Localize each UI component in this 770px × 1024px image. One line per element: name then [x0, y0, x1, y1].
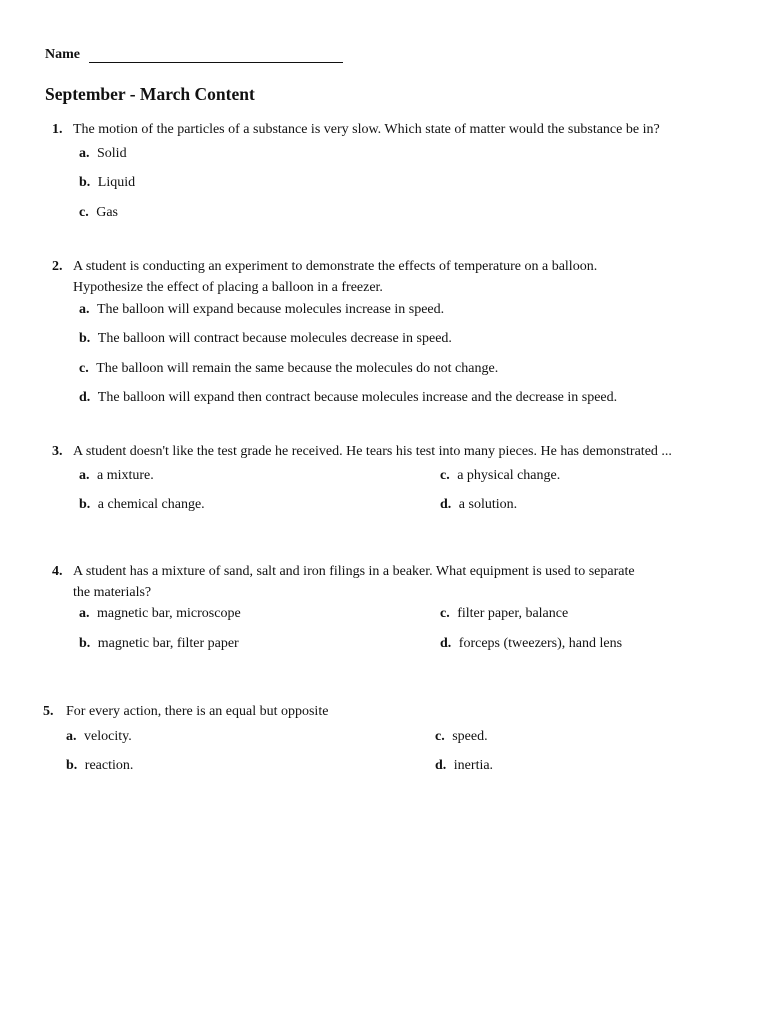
question-5-number: 5.: [43, 704, 54, 719]
question-5-option-d[interactable]: [435, 758, 493, 774]
option-text: Liquid: [97, 175, 136, 190]
option-text: speed.: [452, 729, 488, 744]
question-1-number: 1.: [52, 122, 63, 137]
option-letter: b.: [79, 636, 91, 651]
option-text: a solution.: [458, 497, 518, 512]
question-4-text-line-2: the materials?: [73, 585, 152, 600]
question-4-number: 4.: [52, 564, 63, 579]
option-text: velocity.: [84, 729, 132, 744]
option-letter: b.: [79, 175, 91, 190]
option-letter: c.: [440, 606, 450, 621]
option-text: The balloon will expand then contract because molecules increase and the decrease in speed.: [97, 390, 618, 405]
option-text: The balloon will expand because molecules increase in speed.: [97, 302, 445, 317]
option-text: forceps (tweezers), hand lens: [458, 636, 623, 651]
question-3-option-b[interactable]: [79, 497, 205, 513]
question-5-text: For every action, there is an equal but opposite: [66, 704, 329, 719]
option-letter: c.: [79, 361, 89, 376]
option-letter: c.: [440, 468, 450, 483]
option-letter: b.: [79, 497, 91, 512]
option-letter: d.: [440, 497, 452, 512]
option-text: magnetic bar, microscope: [97, 606, 241, 621]
option-text: a mixture.: [97, 468, 154, 483]
option-text: magnetic bar, filter paper: [97, 636, 239, 651]
option-letter: c.: [79, 205, 89, 220]
option-letter: a.: [79, 606, 90, 621]
option-letter: a.: [79, 468, 90, 483]
option-letter: a.: [66, 729, 77, 744]
name-label: Name: [45, 47, 80, 62]
page-title: September - March Content: [45, 84, 255, 104]
option-letter: b.: [79, 331, 91, 346]
question-1-text: The motion of the particles of a substance is very slow. Which state of matter would the substance be in?: [73, 122, 660, 137]
option-text: The balloon will contract because molecules decrease in speed.: [97, 331, 452, 346]
question-2-option-d[interactable]: [79, 390, 617, 406]
question-5-option-c[interactable]: [435, 729, 488, 745]
option-letter: a.: [79, 302, 90, 317]
question-1-option-b[interactable]: [79, 175, 135, 191]
name-blank-line[interactable]: [89, 62, 343, 63]
question-5-option-a[interactable]: [66, 729, 132, 745]
option-text: a physical change.: [457, 468, 561, 483]
option-letter: b.: [66, 758, 78, 773]
question-4-option-a[interactable]: [79, 606, 241, 622]
question-4-option-d[interactable]: [440, 636, 622, 652]
option-letter: a.: [79, 146, 90, 161]
option-text: inertia.: [453, 758, 494, 773]
option-text: The balloon will remain the same because the molecules do not change.: [96, 361, 499, 376]
option-letter: d.: [435, 758, 447, 773]
option-text: filter paper, balance: [457, 606, 569, 621]
option-text: a chemical change.: [97, 497, 205, 512]
option-text: Gas: [96, 205, 118, 220]
question-4-text-line-1: A student has a mixture of sand, salt and iron filings in a beaker. What equipment is used to separate: [73, 564, 635, 579]
question-2-text-line-1: A student is conducting an experiment to demonstrate the effects of temperature on a balloon.: [73, 259, 598, 274]
question-3-text: A student doesn't like the test grade he received. He tears his test into many pieces. He has demonstrated ...: [73, 444, 672, 459]
question-3-option-c[interactable]: [440, 468, 560, 484]
question-2-option-c[interactable]: [79, 361, 498, 377]
question-2-option-b[interactable]: [79, 331, 452, 347]
option-letter: d.: [440, 636, 452, 651]
question-5-option-b[interactable]: [66, 758, 133, 774]
question-1-option-c[interactable]: [79, 205, 118, 221]
question-4-option-b[interactable]: [79, 636, 239, 652]
question-3-option-d[interactable]: [440, 497, 517, 513]
option-letter: d.: [79, 390, 91, 405]
question-2-option-a[interactable]: [79, 302, 444, 318]
question-1-option-a[interactable]: [79, 146, 127, 162]
question-3-option-a[interactable]: [79, 468, 154, 484]
option-text: reaction.: [84, 758, 134, 773]
question-3-number: 3.: [52, 444, 63, 459]
option-text: Solid: [97, 146, 127, 161]
question-2-number: 2.: [52, 259, 63, 274]
question-4-option-c[interactable]: [440, 606, 568, 622]
option-letter: c.: [435, 729, 445, 744]
question-2-text-line-2: Hypothesize the effect of placing a balloon in a freezer.: [73, 280, 383, 295]
